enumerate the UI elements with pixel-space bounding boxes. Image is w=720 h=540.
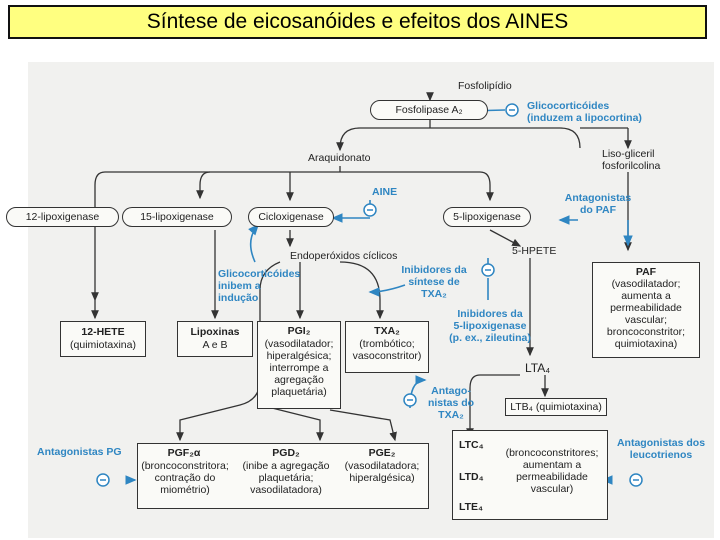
glicocorticoides-left-line3: indução <box>218 292 259 304</box>
lipoxigenase-5-node <box>443 207 531 227</box>
hpete-label: 5-HPETE <box>512 245 557 257</box>
aine-label: AINE <box>372 186 398 198</box>
lipoxigenase-12-label: 12-lipoxigenase <box>25 211 100 223</box>
pge2-title: PGE₂ <box>368 447 396 459</box>
inibidores-5lipox-line1: Inibidores da <box>457 308 523 320</box>
paf-line3: permeabilidade <box>610 302 682 314</box>
pgf2a-line1: (broncoconstritora; <box>141 460 229 472</box>
pge2-line2: hiperalgésica) <box>349 472 415 484</box>
liso-glicerol-line2: fosforilcolina <box>602 160 661 172</box>
pgf2a-line3: miométrio) <box>160 484 210 496</box>
inibidores-5lipox-line3: (p. ex., zileutina) <box>449 332 531 344</box>
txa2-title: TXA₂ <box>374 325 400 337</box>
glicocorticoides-left-line2: inibem a <box>218 280 261 292</box>
ltb4-node <box>505 398 607 416</box>
pgi2-line1: (vasodilatador; <box>264 338 334 350</box>
pgd2-title: PGD₂ <box>272 447 300 459</box>
antagonistas-txa2-line1: Antago- <box>431 385 471 397</box>
antagonistas-paf-line1: Antagonistas <box>564 192 632 204</box>
lipoxinas-node <box>177 321 253 357</box>
pgi2-line4: agregação <box>274 374 324 386</box>
pgf2a-line2: contração do <box>154 472 216 484</box>
antagonistas-pg-label: Antagonistas PG <box>37 446 122 458</box>
glicocorticoides-top-line1: Glicocorticóides <box>527 100 610 112</box>
txa2-line1: (trombótico; <box>359 338 415 350</box>
hete-node <box>60 321 146 357</box>
pgf2a-title: PGF₂α <box>167 447 201 459</box>
paf-line5: broncoconstritor; <box>606 326 686 338</box>
paf-line2: aumenta a <box>621 290 671 302</box>
lipoxinas-desc: A e B <box>202 339 228 351</box>
hete-title: 12-HETE <box>81 326 125 338</box>
inibidores-5lipox-line2: 5-lipoxigenase <box>453 320 527 332</box>
lta4-label: LTA₄ <box>525 361 551 375</box>
bronco-line1: (broncoconstritores; <box>505 447 599 459</box>
inibidores-txa2-line1: Inibidores da <box>401 264 467 276</box>
fosfolipase-label: Fosfolipase A₂ <box>395 104 463 116</box>
lipoxigenase-12-node <box>6 207 119 227</box>
antagonistas-txa2-line2: nistas do <box>427 397 475 409</box>
paf-line4: vascular; <box>624 314 667 326</box>
paf-line6: quimiotaxina) <box>614 338 678 350</box>
hete-desc: (quimiotaxina) <box>70 339 136 351</box>
pgi2-line2: hiperalgésica; <box>266 350 332 362</box>
pgd2-line1: (inibe a agregação <box>242 460 330 472</box>
inibidores-txa2-line3: TXA₂ <box>421 288 447 300</box>
ltc4-label: LTC₄ <box>459 439 484 451</box>
txa2-line2: vasoconstritor) <box>352 350 422 362</box>
pgd2-line2: plaquetária; <box>258 472 314 484</box>
page-title: Síntese de eicosanóides e efeitos dos AINES <box>146 10 569 33</box>
pgd2-line3: vasodilatadora) <box>250 484 322 496</box>
bronco-line4: vascular) <box>530 483 574 495</box>
paf-node <box>592 262 700 358</box>
lipoxigenase-15-node <box>122 207 232 227</box>
endoperoxidos-label: Endoperóxidos cíclicos <box>290 250 398 262</box>
glicocorticoides-top-line2: (induzem a lipocortina) <box>527 112 642 124</box>
prostaglandins-group <box>137 443 429 509</box>
paf-line1: (vasodilatador; <box>611 278 681 290</box>
lipoxinas-title: Lipoxinas <box>190 326 240 338</box>
ltb4-label: LTB₄ (quimiotaxina) <box>510 401 602 413</box>
antagonistas-txa2-line3: TXA₂ <box>438 409 464 421</box>
pge2-line1: (vasodilatadora; <box>344 460 420 472</box>
fosfolipidio-label: Fosfolipídio <box>458 80 512 92</box>
paf-title: PAF <box>635 266 657 278</box>
txa2-node <box>345 321 429 373</box>
lte4-label: LTE₄ <box>459 501 484 513</box>
cicloxigenase-node <box>248 207 334 227</box>
glicocorticoides-left-line1: Glicocorticóides <box>218 268 301 280</box>
pgi2-title: PGI₂ <box>287 325 311 337</box>
inibidores-txa2-line2: síntese de <box>408 276 460 288</box>
cicloxigenase-label: Cicloxigenase <box>258 211 324 223</box>
araquidonato-label: Araquidonato <box>308 152 371 164</box>
lipoxigenase-15-label: 15-lipoxigenase <box>140 211 214 223</box>
pgi2-line5: plaquetária) <box>271 386 327 398</box>
antagonistas-leuco-line2: leucotrienos <box>629 449 693 461</box>
antagonistas-paf-line2: do PAF <box>580 204 616 216</box>
fosfolipase-node <box>370 100 488 120</box>
bronco-line2: aumentam a <box>522 459 582 471</box>
bronco-line3: permeabilidade <box>516 471 588 483</box>
liso-glicerol-line1: Liso-gliceril <box>602 148 655 160</box>
pgi2-node <box>257 321 341 409</box>
pgi2-line3: interrompe a <box>269 362 329 374</box>
leukotrienes-group <box>452 430 608 520</box>
antagonistas-leuco-line1: Antagonistas dos <box>616 437 706 449</box>
lipoxigenase-5-label: 5-lipoxigenase <box>453 211 521 223</box>
ltd4-label: LTD₄ <box>459 471 484 483</box>
